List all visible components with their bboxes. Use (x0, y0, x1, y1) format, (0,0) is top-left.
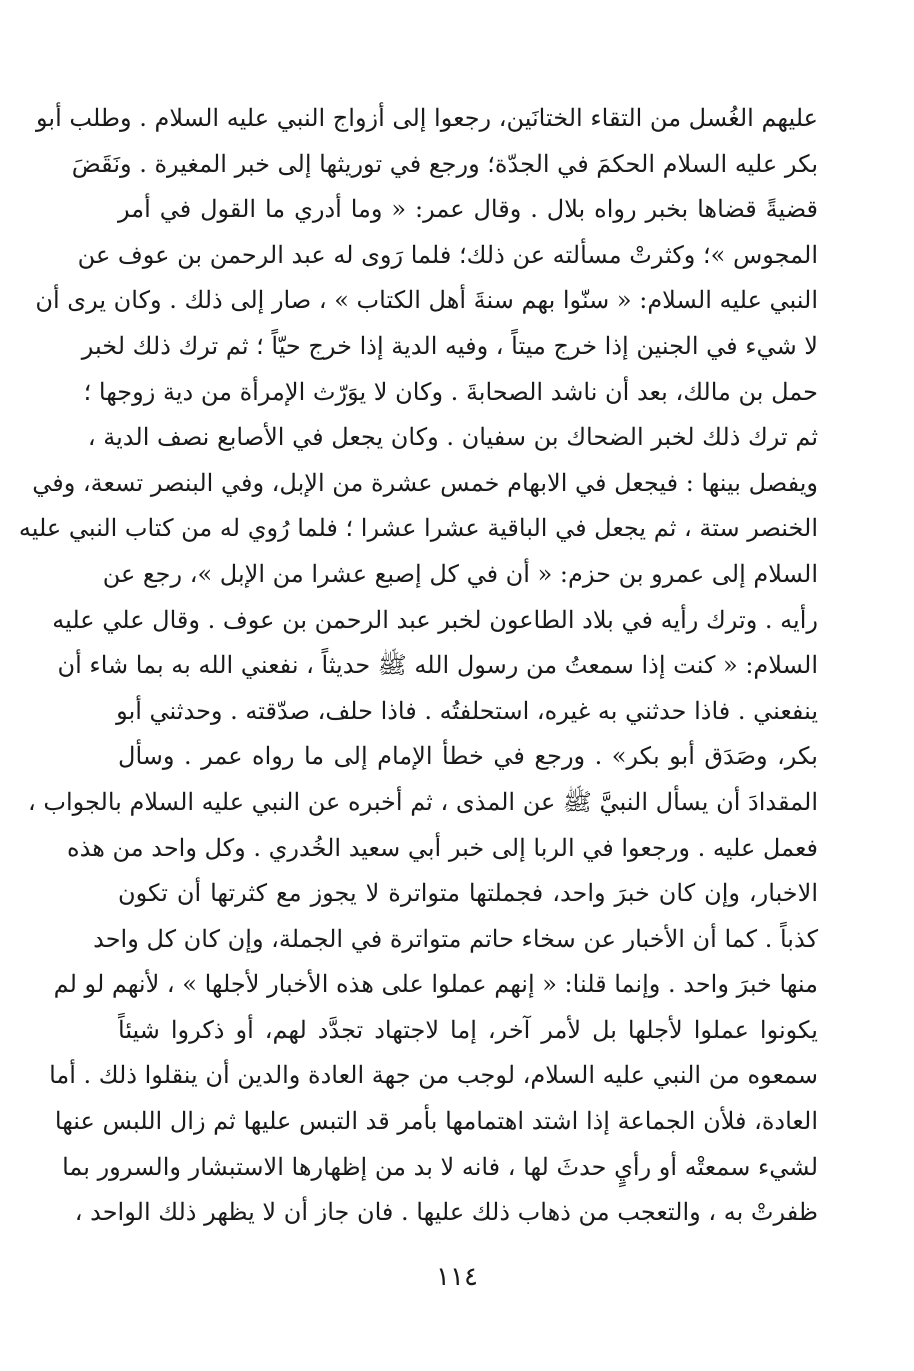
text-line: عليهم الغُسل من التقاء الختانَين، رجعوا إلى أزواج النبي عليه السلام . وطلب أبو (36, 104, 818, 132)
text-line: العادة، فلأن الجماعة إذا اشتد اهتمامها بأمر قد التبس عليها ثم زال اللبس عنها (54, 1107, 818, 1136)
text-line: قضيةً قضاها بخبر رواه بلال . وقال عمر: « وما أدري ما القول في أمر (118, 195, 818, 224)
text-line: ظفرتْ به ، والتعجب من ذهاب ذلك عليها . فان جاز أن لا يظهر ذلك الواحد ، (74, 1198, 818, 1227)
text-line: لشيء سمعتْه أو رأيٍ حدثَ لها ، فانه لا بد من إظهارها الاستبشار والسرور بما (62, 1152, 818, 1181)
text-line: حمل بن مالك، بعد أن ناشد الصحابةَ . وكان لا يوَرّث الإمرأة من دية زوجها ؛ (83, 377, 818, 406)
text-line: يكونوا عملوا لأجلها بل لأمر آخر، إما لاجتهاد تجدَّد لهم، أو ذكروا شيئاً (118, 1015, 818, 1044)
text-line: ينفعني . فاذا حدثني به غيره، استحلفتُه . فاذا حلف، صدّقته . وحدثني أبو (116, 696, 818, 725)
text-line: ويفصل بينها : فيجعل في الابهام خمس عشرة من الإبل، وفي البنصر تسعة، وفي (32, 468, 818, 497)
text-line: الخنصر ستة ، ثم يجعل في الباقية عشرا عشرا ؛ فلما رُوي له من كتاب النبي عليه (18, 514, 818, 543)
text-line: المقدادَ أن يسأل النبيَّ ﷺ عن المذى ، ثم أخبره عن النبي عليه السلام بالجواب ، (28, 787, 818, 816)
text-line: الاخبار، وإن كان خبرَ واحد، فجملتها متواترة لا يجوز مع كثرتها أن تكون (118, 879, 818, 908)
text-line: رأيه . وترك رأيه في بلاد الطاعون لخبر عبد الرحمن بن عوف . وقال علي عليه (52, 605, 818, 634)
text-line: سمعوه من النبي عليه السلام، لوجب من جهة العادة والدين أن ينقلوا ذلك . أما (49, 1061, 818, 1090)
text-line: ثم ترك ذلك لخبر الضحاك بن سفيان . وكان يجعل في الأصابع نصف الدية ، (87, 423, 818, 452)
text-line: بكر عليه السلام الحكمَ في الجدّة؛ ورجع في توريثها إلى خبر المغيرة . ونَقَضَ (71, 149, 818, 178)
text-line: السلام إلى عمرو بن حزم: « أن في كل إصبع عشرا من الإبل »، رجع عن (102, 559, 818, 588)
text-line: كذباً . كما أن الأخبار عن سخاء حاتم متواترة في الجملة، وإن كان كل واحد (93, 924, 818, 953)
text-line: السلام: « كنت إذا سمعتُ من رسول الله ﷺ حديثاً ، نفعني الله به بما شاء أن (57, 651, 818, 680)
body-text (18, 96, 818, 1236)
text-line: النبي عليه السلام: « سنّوا بهم سنةَ أهل الكتاب » ، صار إلى ذلك . وكان يرى أن (35, 286, 818, 315)
text-line: بكر، وصَدَق أبو بكر» . ورجع في خطأ الإمام إلى ما رواه عمر . وسأل (118, 742, 818, 771)
text-line: المجوس »؛ وكثرتْ مسألته عن ذلك؛ فلما رَوى له عبد الرحمن بن عوف عن (77, 240, 818, 269)
page-number: ١١٤ (436, 1262, 478, 1292)
text-line: لا شيء في الجنين إذا خرج ميتاً ، وفيه الدية إذا خرج حيّاً ؛ ثم ترك ذلك لخبر (81, 331, 818, 360)
text-line: منها خبرَ واحد . وإنما قلنا: « إنهم عملوا على هذه الأخبار لأجلها » ، لأنهم لو لم (53, 970, 818, 999)
text-line: فعمل عليه . ورجعوا في الربا إلى خبر أبي سعيد الخُدري . وكل واحد من هذه (67, 833, 818, 862)
